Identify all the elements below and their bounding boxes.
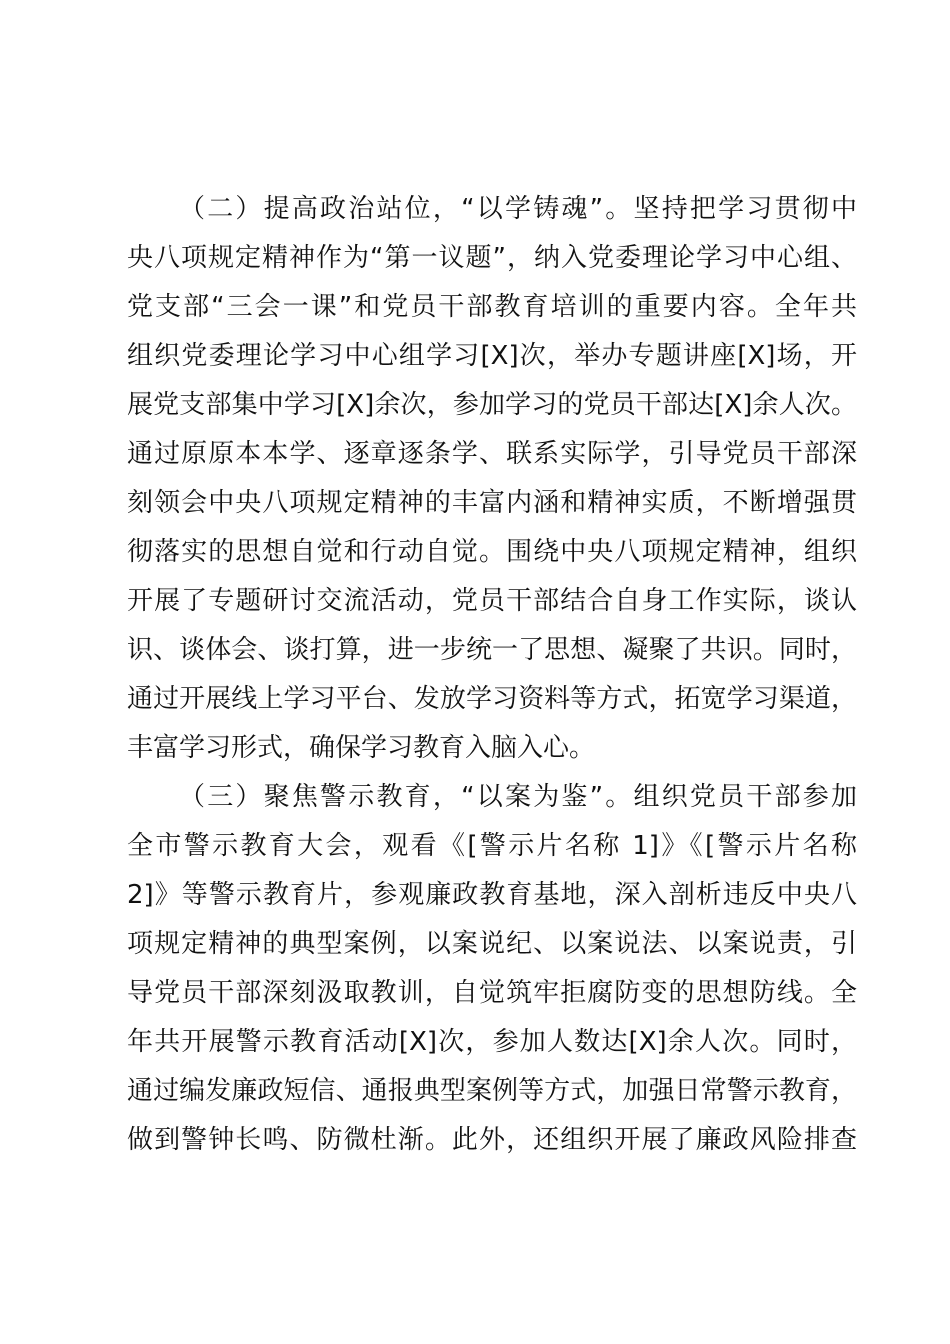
text-line: 通过编发廉政短信、通报典型案例等方式，加强日常警示教育， [127,1076,857,1106]
text-line: 党支部“三会一课”和党员干部教育培训的重要内容。全年共 [127,292,857,322]
paragraph-warning-education [127,773,857,1165]
text-line: 项规定精神的典型案例，以案说纪、以案说法、以案说责，引 [127,929,857,959]
text-line: 通过开展线上学习平台、发放学习资料等方式，拓宽学习渠道， [127,684,857,714]
text-line: 2]》等警示教育片，参观廉政教育基地，深入剖析违反中央八 [127,880,857,910]
paragraph-study [127,185,857,773]
text-line: 识、谈体会、谈打算，进一步统一了思想、凝聚了共识。同时， [127,635,857,665]
text-line: 丰富学习形式，确保学习教育入脑入心。 [127,733,596,763]
text-line: 开展了专题研讨交流活动，党员干部结合自身工作实际，谈认 [127,586,857,616]
text-line: 展党支部集中学习[X]余次，参加学习的党员干部达[X]余人次。 [127,390,857,420]
text-line: 做到警钟长鸣、防微杜渐。此外，还组织开展了廉政风险排查 [127,1125,857,1155]
text-line: 刻领会中央八项规定精神的丰富内涵和精神实质，不断增强贯 [127,488,857,518]
text-line: （二）提高政治站位，“以学铸魂”。坚持把学习贯彻中 [179,194,857,224]
text-line: 彻落实的思想自觉和行动自觉。围绕中央八项规定精神，组织 [127,537,857,567]
text-line: 通过原原本本学、逐章逐条学、联系实际学，引导党员干部深 [127,439,857,469]
text-line: 组织党委理论学习中心组学习[X]次，举办专题讲座[X]场，开 [127,341,857,371]
text-line: 央八项规定精神作为“第一议题”，纳入党委理论学习中心组、 [127,243,857,273]
text-line: 年共开展警示教育活动[X]次，参加人数达[X]余人次。同时， [127,1027,857,1057]
body-text [127,185,857,1165]
text-line: （三）聚焦警示教育，“以案为鉴”。组织党员干部参加 [179,782,857,812]
text-line: 导党员干部深刻汲取教训，自觉筑牢拒腐防变的思想防线。全 [127,978,857,1008]
text-line: 全市警示教育大会，观看《[警示片名称 1]》《[警示片名称 [127,831,857,861]
